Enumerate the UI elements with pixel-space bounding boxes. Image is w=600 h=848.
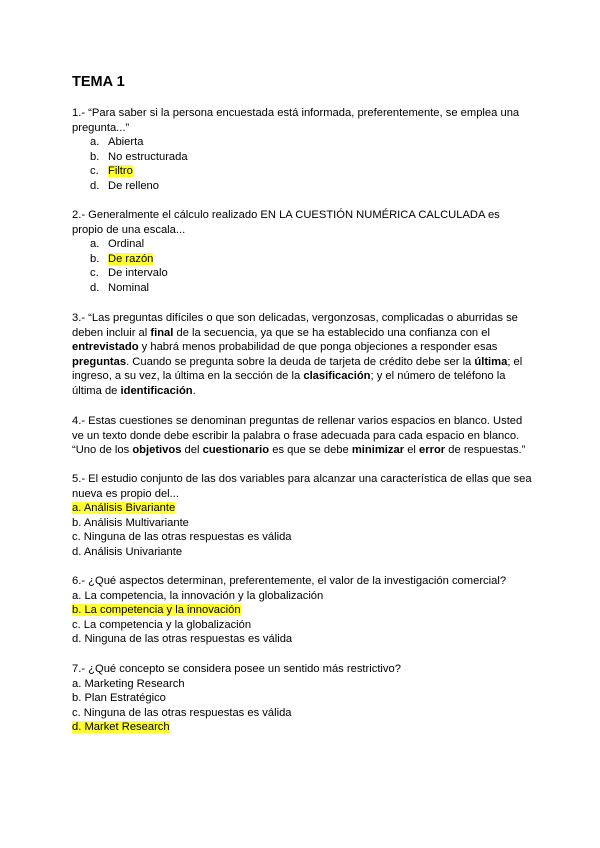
question-6-option-d: d. Ninguna de las otras respuestas es válida bbox=[72, 633, 293, 646]
question-2-option-c: c. De intervalo bbox=[90, 267, 168, 280]
question-6-stem: 6.- ¿Qué aspectos determinan, preferentemente, el valor de la investigación comercial? bbox=[72, 575, 507, 587]
question-2-option-d: d. Nominal bbox=[90, 281, 150, 294]
question-2-options bbox=[90, 237, 532, 295]
question-5-option-b: b. Análisis Multivariante bbox=[72, 516, 189, 529]
question-2 bbox=[72, 208, 532, 296]
question-7-option-a: a. Marketing Research bbox=[72, 677, 185, 690]
question-6-option-c: c. La competencia y la globalización bbox=[72, 618, 252, 631]
question-6-option-b: b. La competencia y la innovación bbox=[72, 604, 241, 617]
question-1-stem: 1.- “Para saber si la persona encuestada está informada, preferentemente, se emplea una pregunta...” bbox=[72, 107, 520, 134]
question-1-option-b: b. No estructurada bbox=[90, 150, 188, 163]
question-1-option-a: a. Abierta bbox=[90, 136, 144, 149]
question-6 bbox=[72, 574, 532, 647]
question-7-option-c: c. Ninguna de las otras respuestas es válida bbox=[72, 706, 292, 719]
question-4 bbox=[72, 414, 532, 458]
question-7-option-d: d. Market Research bbox=[72, 721, 170, 734]
question-2-option-a: a. Ordinal bbox=[90, 238, 145, 251]
question-1 bbox=[72, 106, 532, 194]
question-1-option-d: d. De relleno bbox=[90, 179, 159, 192]
question-3-text: 3.- “Las preguntas difíciles o que son delicadas, vergonzosas, complicadas o aburridas se deben incluir al final de la secuencia, ya que se ha establecido una confianza con el entrevistado y habrá menos probabilidad de que ponga objeciones a responder esas preguntas. Cuando se pregunta sobre la deuda de tarjeta de crédito debe ser la última; el ingreso, a su vez, la última en la sección de la clasificación; y el número de teléfono la última de identificación. bbox=[72, 312, 523, 397]
question-5-stem: 5.- El estudio conjunto de las dos variables para alcanzar una característica de ellas que sea nueva es propio del... bbox=[72, 473, 532, 500]
question-1-option-c: c. Filtro bbox=[90, 165, 133, 178]
question-7 bbox=[72, 662, 532, 735]
question-3 bbox=[72, 311, 532, 399]
question-6-option-a: a. La competencia, la innovación y la globalización bbox=[72, 589, 324, 602]
page-title: TEMA 1 bbox=[72, 74, 125, 90]
question-5 bbox=[72, 472, 532, 560]
question-5-option-a: a. Análisis Bivariante bbox=[72, 502, 176, 515]
question-7-stem: 7.- ¿Qué concepto se considera posee un sentido más restrictivo? bbox=[72, 663, 401, 675]
question-7-option-b: b. Plan Estratégico bbox=[72, 692, 166, 705]
question-4-text: 4.- Estas cuestiones se denominan preguntas de rellenar varios espacios en blanco. Usted ve un texto donde debe escribir la palabra o frase adecuada para cada espacio en blanco. “Uno de los objetivos del cuestionario es que se debe minimizar el error de respuestas.” bbox=[72, 415, 526, 457]
question-5-option-c: c. Ninguna de las otras respuestas es válida bbox=[72, 531, 292, 544]
question-2-stem: 2.- Generalmente el cálculo realizado EN LA CUESTIÓN NUMÉRICA CALCULADA es propio de una escala... bbox=[72, 209, 500, 236]
question-1-options bbox=[90, 135, 532, 193]
question-2-option-b: b. De razón bbox=[90, 252, 154, 265]
question-5-option-d: d. Análisis Univariante bbox=[72, 545, 183, 558]
